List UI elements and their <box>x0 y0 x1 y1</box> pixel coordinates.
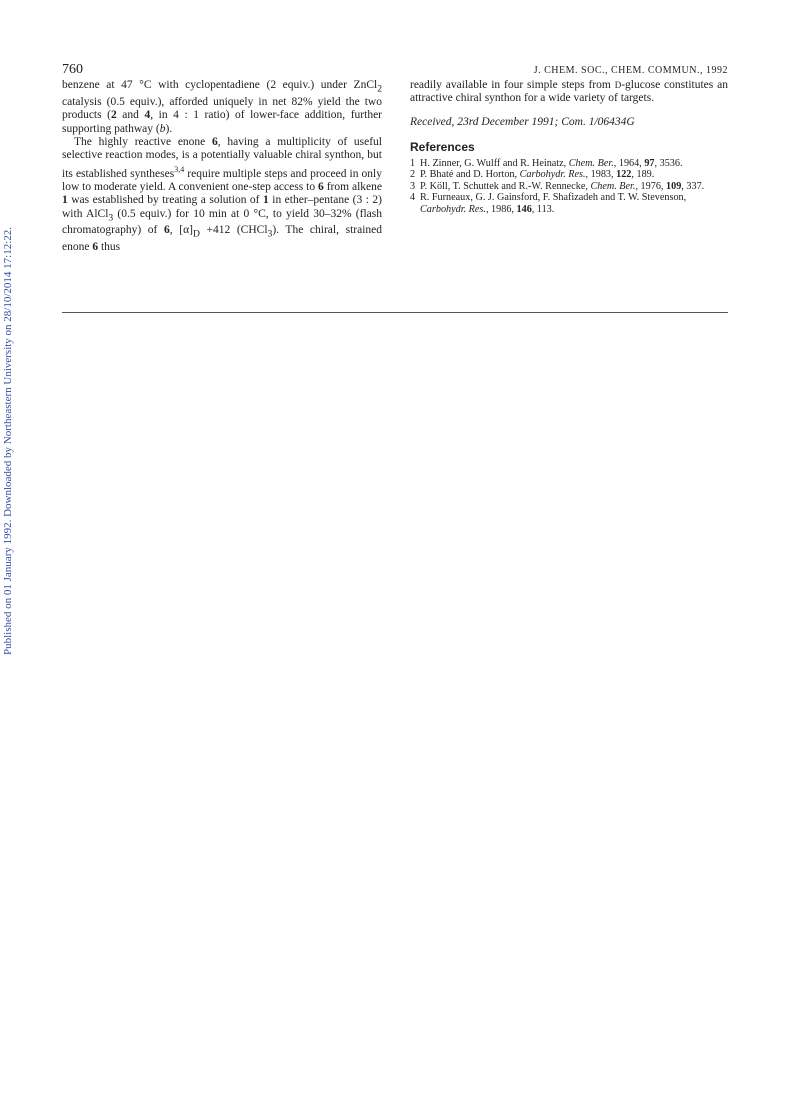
paragraph-enone: The highly reactive enone 6, having a multiplicity of useful selective reaction modes, is a potentially valuable chiral synthon, but its established syntheses$^{3,4}$ require multiple steps and proceed in only low to moderate yield. A convenient one-step access to 6 from alkene 1 was established by treating a solution of 1 in ether–pentane (3 : 2) with AlCl$_3$ (0.5 equiv.) for 10 min at 0 °C, to yield 30–32% (flash chromatography) of 6, $[\alpha]_D +412$ (CHCl$_3$). The chiral, strained enone 6 thus <box>62 135 383 254</box>
reference-list <box>410 158 728 216</box>
paragraph-continuation: benzene at 47 °C with cyclopentadiene (2 equiv.) under ZnCl$_2$ catalysis (0.5 equiv.), afforded uniquely in net 82% yield the two products (2 and 4, in 4 : 1 ratio) of lower-face addition, further supporting pathway (b). <box>62 79 382 135</box>
left-column <box>62 79 382 255</box>
reference-item: 4 R. Furneaux, G. J. Gainsford, F. Shafizadeh and T. W. Stevenson, Carbohydr. Res., 1986, 146, 113. <box>410 192 687 215</box>
journal-header: J. CHEM. SOC., CHEM. COMMUN., 1992 <box>533 65 728 76</box>
reference-item: 2 P. Bhaté and D. Horton, Carbohydr. Res., 1983, 122, 189. <box>410 169 655 181</box>
received-line: Received, 23rd December 1991; Com. 1/06434G <box>410 115 635 128</box>
right-column <box>410 79 728 216</box>
reference-item: 1 H. Zinner, G. Wulff and R. Heinatz, Chem. Ber., 1964, 97, 3536. <box>410 157 683 169</box>
download-watermark[interactable]: Published on 01 January 1992. Downloaded by Northeastern University on 28/10/2014 17:12:22. <box>2 226 14 655</box>
page-number: 760 <box>62 62 83 77</box>
paragraph-conclusion: readily available in four simple steps from D-glucose constitutes an attractive chiral synthon for a wide variety of targets. <box>410 79 728 105</box>
references-heading: References <box>410 140 475 155</box>
reference-item: 3 P. Köll, T. Schuttek and R.-W. Rennecke, Chem. Ber., 1976, 109, 337. <box>410 180 705 192</box>
section-divider <box>62 312 728 313</box>
